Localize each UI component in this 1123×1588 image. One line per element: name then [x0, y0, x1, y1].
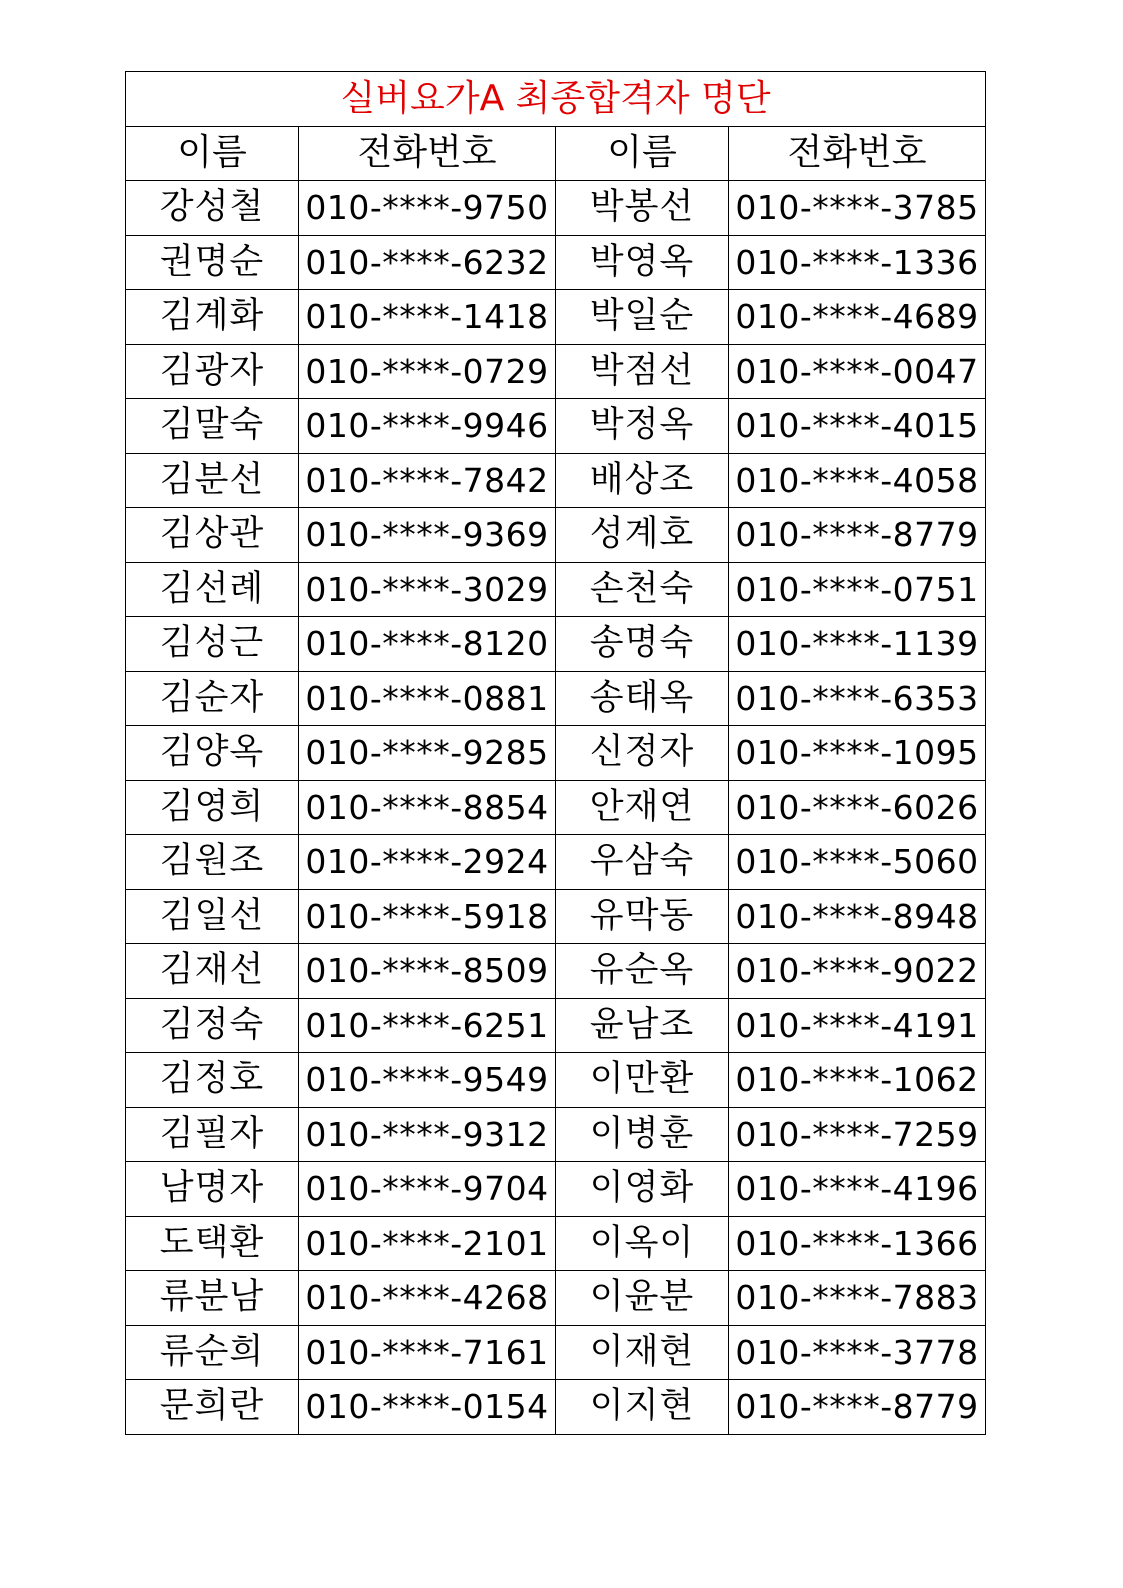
cell-phone-left: 010-****-7161: [299, 1325, 556, 1380]
cell-name-right: 박영옥: [556, 235, 729, 290]
cell-name-left: 김정숙: [126, 998, 299, 1053]
table-row: [126, 1107, 986, 1162]
cell-name-left: 도택환: [126, 1216, 299, 1271]
cell-phone-right: 010-****-6026: [729, 780, 986, 835]
cell-phone-left: 010-****-0154: [299, 1380, 556, 1435]
cell-name-right: 이윤분: [556, 1271, 729, 1326]
cell-name-right: 박정옥: [556, 399, 729, 454]
cell-name-right: 유순옥: [556, 944, 729, 999]
table-row: [126, 1162, 986, 1217]
cell-name-left: 김양옥: [126, 726, 299, 781]
roster-table: [125, 71, 986, 1435]
cell-name-left: 류분남: [126, 1271, 299, 1326]
cell-name-left: 김계화: [126, 290, 299, 345]
cell-name-left: 김광자: [126, 344, 299, 399]
cell-name-right: 손천숙: [556, 562, 729, 617]
table-row: [126, 835, 986, 890]
cell-phone-right: 010-****-4689: [729, 290, 986, 345]
cell-name-right: 배상조: [556, 453, 729, 508]
cell-phone-left: 010-****-5918: [299, 889, 556, 944]
cell-phone-left: 010-****-8854: [299, 780, 556, 835]
cell-name-left: 김선례: [126, 562, 299, 617]
table-row: [126, 726, 986, 781]
cell-phone-left: 010-****-6232: [299, 235, 556, 290]
cell-phone-left: 010-****-8509: [299, 944, 556, 999]
table-row: [126, 1216, 986, 1271]
cell-name-left: 김상관: [126, 508, 299, 563]
cell-phone-left: 010-****-7842: [299, 453, 556, 508]
cell-name-left: 권명순: [126, 235, 299, 290]
cell-name-right: 윤남조: [556, 998, 729, 1053]
cell-phone-left: 010-****-2924: [299, 835, 556, 890]
table-row: [126, 1053, 986, 1108]
title-row: [126, 72, 986, 127]
cell-name-left: 김분선: [126, 453, 299, 508]
cell-name-left: 김성근: [126, 617, 299, 672]
cell-phone-left: 010-****-4268: [299, 1271, 556, 1326]
cell-phone-right: 010-****-4196: [729, 1162, 986, 1217]
table-row: [126, 181, 986, 236]
cell-name-left: 류순희: [126, 1325, 299, 1380]
cell-phone-right: 010-****-3778: [729, 1325, 986, 1380]
cell-phone-right: 010-****-1336: [729, 235, 986, 290]
table-row: [126, 235, 986, 290]
table-row: [126, 671, 986, 726]
cell-phone-left: 010-****-2101: [299, 1216, 556, 1271]
cell-phone-right: 010-****-8779: [729, 1380, 986, 1435]
cell-name-right: 이영화: [556, 1162, 729, 1217]
cell-name-right: 박일순: [556, 290, 729, 345]
cell-name-left: 강성철: [126, 181, 299, 236]
roster-body: [126, 181, 986, 1435]
cell-name-left: 김일선: [126, 889, 299, 944]
table-row: [126, 344, 986, 399]
cell-phone-right: 010-****-1062: [729, 1053, 986, 1108]
cell-name-left: 김원조: [126, 835, 299, 890]
cell-name-right: 이만환: [556, 1053, 729, 1108]
cell-phone-right: 010-****-3785: [729, 181, 986, 236]
table-row: [126, 1271, 986, 1326]
cell-phone-left: 010-****-9369: [299, 508, 556, 563]
cell-name-right: 이지현: [556, 1380, 729, 1435]
cell-phone-right: 010-****-4191: [729, 998, 986, 1053]
cell-name-right: 송명숙: [556, 617, 729, 672]
cell-phone-right: 010-****-1366: [729, 1216, 986, 1271]
cell-name-right: 이병훈: [556, 1107, 729, 1162]
table-row: [126, 290, 986, 345]
header-phone-right: 전화번호: [729, 126, 986, 181]
cell-phone-left: 010-****-9549: [299, 1053, 556, 1108]
cell-phone-right: 010-****-7259: [729, 1107, 986, 1162]
cell-name-right: 박봉선: [556, 181, 729, 236]
header-phone-left: 전화번호: [299, 126, 556, 181]
cell-name-left: 김말숙: [126, 399, 299, 454]
header-name-left: 이름: [126, 126, 299, 181]
cell-name-left: 문희란: [126, 1380, 299, 1435]
table-row: [126, 1325, 986, 1380]
cell-phone-left: 010-****-6251: [299, 998, 556, 1053]
cell-name-left: 김정호: [126, 1053, 299, 1108]
cell-phone-left: 010-****-9704: [299, 1162, 556, 1217]
cell-name-right: 유막동: [556, 889, 729, 944]
table-row: [126, 508, 986, 563]
cell-phone-right: 010-****-6353: [729, 671, 986, 726]
cell-phone-right: 010-****-9022: [729, 944, 986, 999]
cell-phone-left: 010-****-9312: [299, 1107, 556, 1162]
table-row: [126, 1380, 986, 1435]
cell-phone-left: 010-****-9946: [299, 399, 556, 454]
table-row: [126, 399, 986, 454]
cell-phone-left: 010-****-0881: [299, 671, 556, 726]
cell-phone-right: 010-****-0751: [729, 562, 986, 617]
cell-phone-right: 010-****-8948: [729, 889, 986, 944]
cell-name-right: 이옥이: [556, 1216, 729, 1271]
table-row: [126, 780, 986, 835]
cell-name-right: 박점선: [556, 344, 729, 399]
cell-phone-right: 010-****-4058: [729, 453, 986, 508]
cell-name-right: 성계호: [556, 508, 729, 563]
cell-phone-left: 010-****-9285: [299, 726, 556, 781]
cell-phone-left: 010-****-8120: [299, 617, 556, 672]
table-row: [126, 453, 986, 508]
cell-name-left: 김영희: [126, 780, 299, 835]
cell-name-right: 이재현: [556, 1325, 729, 1380]
cell-name-right: 신정자: [556, 726, 729, 781]
table-row: [126, 998, 986, 1053]
cell-name-right: 안재연: [556, 780, 729, 835]
table-row: [126, 617, 986, 672]
cell-phone-left: 010-****-1418: [299, 290, 556, 345]
table-row: [126, 889, 986, 944]
cell-name-left: 김재선: [126, 944, 299, 999]
cell-phone-right: 010-****-1139: [729, 617, 986, 672]
cell-phone-right: 010-****-0047: [729, 344, 986, 399]
table-row: [126, 944, 986, 999]
cell-name-right: 우삼숙: [556, 835, 729, 890]
cell-phone-left: 010-****-3029: [299, 562, 556, 617]
cell-name-left: 김필자: [126, 1107, 299, 1162]
header-name-right: 이름: [556, 126, 729, 181]
cell-phone-left: 010-****-0729: [299, 344, 556, 399]
page-title: 실버요가A 최종합격자 명단: [126, 72, 986, 127]
cell-name-right: 송태옥: [556, 671, 729, 726]
cell-phone-right: 010-****-4015: [729, 399, 986, 454]
header-row: [126, 126, 986, 181]
cell-name-left: 남명자: [126, 1162, 299, 1217]
cell-phone-right: 010-****-1095: [729, 726, 986, 781]
table-row: [126, 562, 986, 617]
cell-phone-right: 010-****-5060: [729, 835, 986, 890]
cell-phone-right: 010-****-7883: [729, 1271, 986, 1326]
cell-phone-left: 010-****-9750: [299, 181, 556, 236]
cell-name-left: 김순자: [126, 671, 299, 726]
cell-phone-right: 010-****-8779: [729, 508, 986, 563]
